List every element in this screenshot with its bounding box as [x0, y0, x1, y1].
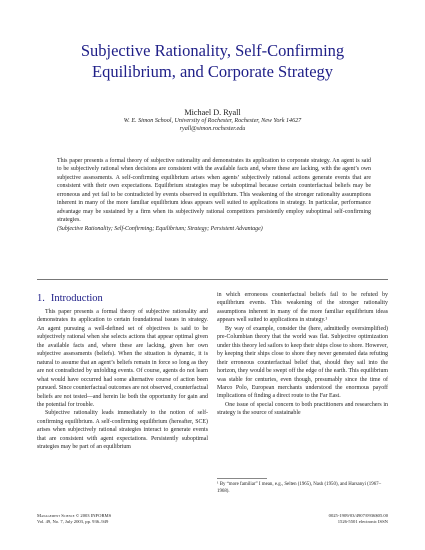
issn-electronic: 1526-5501 electronic ISSN — [337, 519, 388, 525]
body-paragraph: in which erroneous counterfactual beliefs fail to be refuted by equilibrium events. This weakening of the stronger rationality assumptions inherent in many of the more familiar equilibrium ideas appears well suited to applications in strategy.¹ — [217, 292, 388, 324]
body-paragraph: This paper presents a formal theory of subjective rationality and demonstrates its application to certain foundational issues in strategy. An agent pursuing a well-defined set of objectives is said to be subjectively rational when she selects actions that appear optimal given the available facts and, where these are lacking, given her own subjective assessments (beliefs). When the situation is dynamic, it is natural to assume that an agent’s beliefs remain in force so long as they are not contradicted by unfolding events. Of course, agents do not learn what would have occurred had some alternative course of action been pursued. Since counterfactual outcomes are not observed, counterfactual beliefs are not tested—and herein lie both the opportunity for gain and the potential for trouble. — [37, 309, 208, 408]
footnote — [217, 478, 388, 495]
footnote-rule — [217, 478, 267, 479]
body-paragraph: Subjective rationality leads immediately to the notion of self-confirming equilibrium. A self-confirming equilibrium (hereafter, SCE) arises when subjectively rational strategies interact to generate events that are consistent with agent expectations. Persistently suboptimal strategies may be part of an equilibrium — [37, 410, 208, 451]
paper-title: Subjective Rationality, Self-Confirming Equilibrium, and Corporate Strategy — [80, 41, 345, 81]
section-divider — [37, 279, 388, 280]
issn-print: 0025-1909/03/4907/0936$05.00 — [328, 513, 388, 518]
section-number: 1. — [37, 293, 45, 304]
section-title: Introduction — [50, 293, 103, 304]
keywords: (Subjective Rationality; Self-Confirming; Equilibrium; Strategy; Persistent Advantage) — [57, 225, 263, 232]
footnote-text: ¹ By “more familiar” I mean, e.g., Selten (1965), Nash (1950), and Harsanyi (1967–1968). — [217, 482, 382, 494]
abstract — [57, 157, 371, 233]
abstract-text: This paper presents a formal theory of subjective rationality and demonstrates its application to corporate strategy. An agent is said to be subjectively rational when decisions are consistent with the available facts and, where these are lacking, with the agent’s own subjective assessments. A self-confirming equilibrium arises when agents’ subjectively rational actions generate events that are consistent with their own expectations. Equilibrium strategies may be suboptimal because certain counterfactual beliefs may be erroneous and yet fail to be contradicted by events observed in equilibrium. This weakening of the stronger rationality assumptions inherent in many of the more familiar equilibrium ideas appears well suited to applications in strategy. In particular, performance advantage may be sustained by a firm when its subjectively rational competitors persistently employ suboptimal self-confirming strategies. — [57, 158, 371, 224]
author-affiliation: W. E. Simon School, University of Rochester, Rochester, New York 14627 — [123, 118, 302, 124]
body-paragraph: By way of example, consider the (here, admittedly oversimplified) pre-Columbian theory that the world was flat. Subjective optimization under this theory led sailors to keep their ships close to shore. However, by keeping their ships close to shore they never generated data refuting their erroneous counterfactual belief that, should they sail into the horizon, they would be swept off the edge of the earth. This equilibrium was stable for centuries, even though, presumably since the time of Marco Polo, European merchants understood the enormous payoff implications of finding a direct route to the Far East. — [217, 325, 388, 400]
issn-info — [329, 513, 388, 526]
author-email: ryall@simon.rochester.edu — [179, 126, 246, 132]
section-heading — [37, 293, 208, 305]
left-column — [37, 293, 208, 452]
author-name: Michael D. Ryall — [184, 108, 241, 117]
journal-citation — [37, 513, 111, 526]
body-paragraph: One issue of special concern to both practitioners and researchers in strategy is the source of sustainable — [217, 401, 388, 417]
journal-volume: Vol. 49, No. 7, July 2003, pp. 936–949 — [37, 519, 109, 525]
right-column — [217, 291, 388, 418]
journal-name: Management Science © 2003 INFORMS — [37, 513, 112, 518]
